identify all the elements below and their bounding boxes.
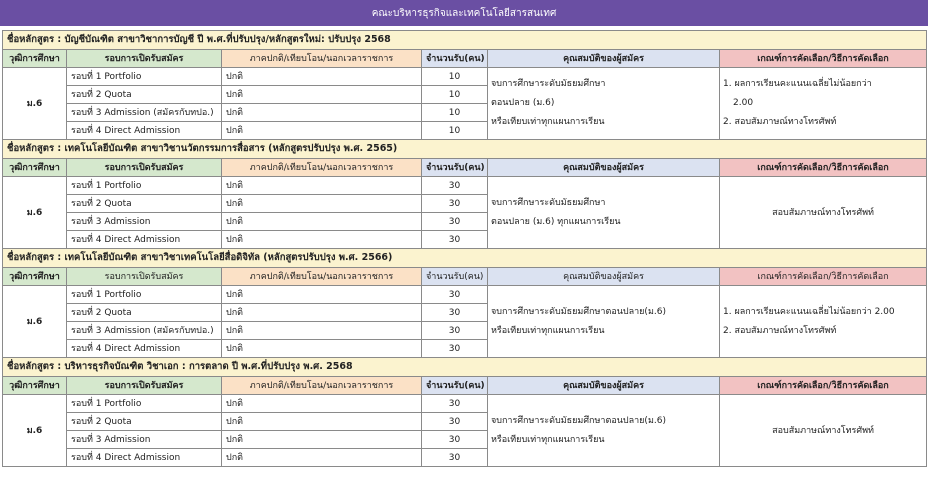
round-cell: รอบที่ 4 Direct Admission bbox=[67, 231, 222, 249]
mode-cell: ปกติ bbox=[222, 68, 422, 86]
round-cell: รอบที่ 2 Quota bbox=[67, 304, 222, 322]
mode-cell: ปกติ bbox=[222, 86, 422, 104]
count-cell: 30 bbox=[422, 304, 488, 322]
criteria-line: 2. สอบสัมภาษณ์ทางโทรศัพท์ bbox=[723, 117, 837, 127]
round-cell: รอบที่ 1 Portfolio bbox=[67, 177, 222, 195]
table-row bbox=[3, 68, 927, 86]
header-mode: ภาคปกติ/เทียบโอน/นอกเวลาราชการ bbox=[222, 159, 422, 177]
header-criteria: เกณฑ์การคัดเลือก/วิธีการคัดเลือก bbox=[720, 159, 927, 177]
round-cell: รอบที่ 2 Quota bbox=[67, 86, 222, 104]
round-cell: รอบที่ 2 Quota bbox=[67, 195, 222, 213]
count-cell: 30 bbox=[422, 231, 488, 249]
criteria-cell bbox=[720, 177, 927, 249]
qualification-line: จบการศึกษาระดับมัธยมศึกษา bbox=[491, 197, 606, 208]
header-level: วุฒิการศึกษา bbox=[3, 159, 67, 177]
program-title: ชื่อหลักสูตร : บริหารธุรกิจบัณฑิต วิชาเอก : การตลาด ปี พ.ศ.ที่ปรับปรุง พ.ศ. 2568 bbox=[3, 358, 927, 377]
round-cell: รอบที่ 3 Admission (สมัครกับทปอ.) bbox=[67, 104, 222, 122]
mode-cell: ปกติ bbox=[222, 286, 422, 304]
count-cell: 30 bbox=[422, 340, 488, 358]
round-cell: รอบที่ 1 Portfolio bbox=[67, 395, 222, 413]
mode-cell: ปกติ bbox=[222, 177, 422, 195]
criteria-line: 1. ผลการเรียนคะแนนเฉลี่ยไม่น้อยกว่า bbox=[723, 79, 872, 89]
header-count: จำนวนรับ(คน) bbox=[422, 159, 488, 177]
header-mode: ภาคปกติ/เทียบโอน/นอกเวลาราชการ bbox=[222, 268, 422, 286]
qualification-line: หรือเทียบเท่าทุกแผนการเรียน bbox=[491, 117, 605, 127]
criteria-line: สอบสัมภาษณ์ทางโทรศัพท์ bbox=[772, 425, 874, 436]
header-qualification: คุณสมบัติของผู้สมัคร bbox=[488, 159, 720, 177]
mode-cell: ปกติ bbox=[222, 122, 422, 140]
table-row bbox=[3, 286, 927, 304]
header-round: รอบการเปิดรับสมัคร bbox=[67, 50, 222, 68]
header-mode: ภาคปกติ/เทียบโอน/นอกเวลาราชการ bbox=[222, 50, 422, 68]
program-title: ชื่อหลักสูตร : เทคโนโลยีบัณฑิต สาขาวิชาเทคโนโลยีสื่อดิจิทัล (หลักสูตรปรับปรุง พ.ศ. 2566) bbox=[3, 249, 927, 268]
qualification-line: หรือเทียบเท่าทุกแผนการเรียน bbox=[491, 434, 605, 445]
header-count: จำนวนรับ(คน) bbox=[422, 50, 488, 68]
count-cell: 30 bbox=[422, 286, 488, 304]
qualification-cell bbox=[488, 177, 720, 249]
mode-cell: ปกติ bbox=[222, 395, 422, 413]
faculty-title: คณะบริหารธุรกิจและเทคโนโลยีสารสนเทศ bbox=[371, 7, 557, 19]
criteria-line: 2.00 bbox=[733, 98, 754, 108]
qualification-line: ตอนปลาย (ม.6) ทุกแผนการเรียน bbox=[491, 216, 621, 227]
count-cell: 30 bbox=[422, 395, 488, 413]
count-cell: 30 bbox=[422, 322, 488, 340]
count-cell: 30 bbox=[422, 213, 488, 231]
round-cell: รอบที่ 1 Portfolio bbox=[67, 68, 222, 86]
mode-cell: ปกติ bbox=[222, 231, 422, 249]
qualification-cell bbox=[488, 286, 720, 358]
mode-cell: ปกติ bbox=[222, 213, 422, 231]
header-row bbox=[3, 50, 927, 68]
header-mode: ภาคปกติ/เทียบโอน/นอกเวลาราชการ bbox=[222, 377, 422, 395]
qualification-cell bbox=[488, 395, 720, 467]
criteria-line: สอบสัมภาษณ์ทางโทรศัพท์ bbox=[772, 207, 874, 218]
qualification-line: จบการศึกษาระดับมัธยมศึกษา bbox=[491, 79, 606, 89]
count-cell: 10 bbox=[422, 122, 488, 140]
header-count: จำนวนรับ(คน) bbox=[422, 268, 488, 286]
mode-cell: ปกติ bbox=[222, 413, 422, 431]
education-level: ม.6 bbox=[3, 177, 67, 249]
header-level: วุฒิการศึกษา bbox=[3, 50, 67, 68]
mode-cell: ปกติ bbox=[222, 304, 422, 322]
program-title-row bbox=[3, 358, 927, 377]
criteria-cell bbox=[720, 286, 927, 358]
round-cell: รอบที่ 3 Admission (สมัครกับทปอ.) bbox=[67, 322, 222, 340]
header-row bbox=[3, 377, 927, 395]
round-cell: รอบที่ 4 Direct Admission bbox=[67, 449, 222, 467]
header-criteria: เกณฑ์การคัดเลือก/วิธีการคัดเลือก bbox=[720, 50, 927, 68]
mode-cell: ปกติ bbox=[222, 449, 422, 467]
header-criteria: เกณฑ์การคัดเลือก/วิธีการคัดเลือก bbox=[720, 377, 927, 395]
round-cell: รอบที่ 4 Direct Admission bbox=[67, 122, 222, 140]
mode-cell: ปกติ bbox=[222, 104, 422, 122]
count-cell: 30 bbox=[422, 413, 488, 431]
criteria-cell bbox=[720, 68, 927, 140]
mode-cell: ปกติ bbox=[222, 322, 422, 340]
table-row bbox=[3, 177, 927, 195]
mode-cell: ปกติ bbox=[222, 340, 422, 358]
round-cell: รอบที่ 3 Admission bbox=[67, 431, 222, 449]
count-cell: 30 bbox=[422, 177, 488, 195]
round-cell: รอบที่ 3 Admission bbox=[67, 213, 222, 231]
count-cell: 30 bbox=[422, 195, 488, 213]
header-round: รอบการเปิดรับสมัคร bbox=[67, 159, 222, 177]
program-title: ชื่อหลักสูตร : บัญชีบัณฑิต สาขาวิชาการบัญชี ปี พ.ศ.ที่ปรับปรุง/หลักสูตรใหม่: ปรับปรุง 2568 bbox=[3, 31, 927, 50]
count-cell: 10 bbox=[422, 86, 488, 104]
count-cell: 30 bbox=[422, 431, 488, 449]
education-level: ม.6 bbox=[3, 395, 67, 467]
header-level: วุฒิการศึกษา bbox=[3, 268, 67, 286]
qualification-line: จบการศึกษาระดับมัธยมศึกษาตอนปลาย(ม.6) bbox=[491, 306, 666, 317]
admission-table bbox=[2, 30, 927, 467]
header-round: รอบการเปิดรับสมัคร bbox=[67, 377, 222, 395]
program-title-row bbox=[3, 249, 927, 268]
header-criteria: เกณฑ์การคัดเลือก/วิธีการคัดเลือก bbox=[720, 268, 927, 286]
header-qualification: คุณสมบัติของผู้สมัคร bbox=[488, 268, 720, 286]
qualification-cell bbox=[488, 68, 720, 140]
round-cell: รอบที่ 1 Portfolio bbox=[67, 286, 222, 304]
mode-cell: ปกติ bbox=[222, 431, 422, 449]
header-row bbox=[3, 159, 927, 177]
qualification-line: หรือเทียบเท่าทุกแผนการเรียน bbox=[491, 325, 605, 336]
program-title-row bbox=[3, 140, 927, 159]
faculty-banner bbox=[0, 0, 928, 26]
mode-cell: ปกติ bbox=[222, 195, 422, 213]
header-row bbox=[3, 268, 927, 286]
round-cell: รอบที่ 2 Quota bbox=[67, 413, 222, 431]
education-level: ม.6 bbox=[3, 68, 67, 140]
header-count: จำนวนรับ(คน) bbox=[422, 377, 488, 395]
education-level: ม.6 bbox=[3, 286, 67, 358]
table-row bbox=[3, 395, 927, 413]
count-cell: 30 bbox=[422, 449, 488, 467]
header-level: วุฒิการศึกษา bbox=[3, 377, 67, 395]
criteria-line: 2. สอบสัมภาษณ์ทางโทรศัพท์ bbox=[723, 325, 837, 336]
count-cell: 10 bbox=[422, 68, 488, 86]
header-qualification: คุณสมบัติของผู้สมัคร bbox=[488, 377, 720, 395]
header-qualification: คุณสมบัติของผู้สมัคร bbox=[488, 50, 720, 68]
criteria-line: 1. ผลการเรียนคะแนนเฉลี่ยไม่น้อยกว่า 2.00 bbox=[723, 306, 895, 317]
round-cell: รอบที่ 4 Direct Admission bbox=[67, 340, 222, 358]
criteria-cell bbox=[720, 395, 927, 467]
program-title-row bbox=[3, 31, 927, 50]
qualification-line: ตอนปลาย (ม.6) bbox=[491, 98, 555, 108]
program-title: ชื่อหลักสูตร : เทคโนโลยีบัณฑิต สาขาวิชานวัตกรรมการสื่อสาร (หลักสูตรปรับปรุง พ.ศ. 2565) bbox=[3, 140, 927, 159]
qualification-line: จบการศึกษาระดับมัธยมศึกษาตอนปลาย(ม.6) bbox=[491, 415, 666, 426]
header-round: รอบการเปิดรับสมัคร bbox=[67, 268, 222, 286]
count-cell: 10 bbox=[422, 104, 488, 122]
